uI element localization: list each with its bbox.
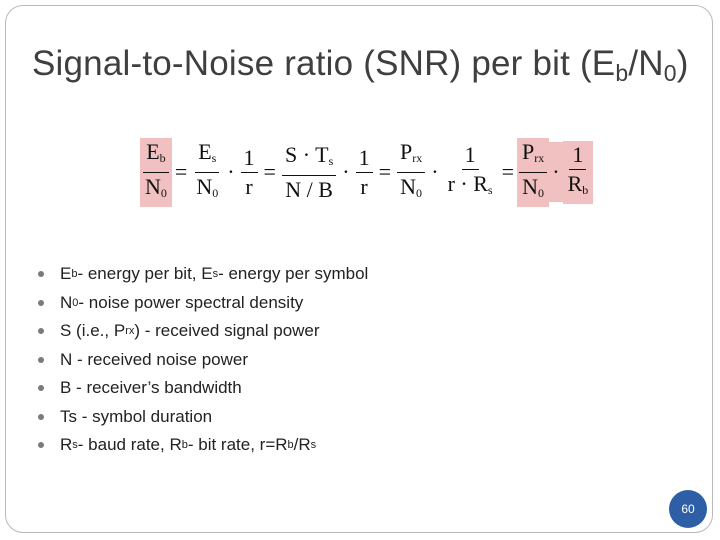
list-item: Ts - symbol duration	[38, 403, 368, 432]
multiply-dot: ·	[549, 142, 562, 202]
one-over-r-fraction: $\frac{1}{r}$	[353, 144, 376, 201]
bullet-icon	[38, 442, 44, 448]
equals-sign: =	[378, 159, 391, 184]
list-item: N - received noise power	[38, 346, 368, 375]
multiply-dot: ·	[227, 159, 235, 184]
multiply-dot: ·	[431, 159, 439, 184]
bullet-icon	[38, 271, 44, 277]
bullet-icon	[38, 357, 44, 363]
bullet-icon	[38, 328, 44, 334]
definition-list	[38, 260, 368, 460]
list-item: N 0 - noise power spectral density	[38, 289, 368, 318]
equals-sign: =	[501, 159, 514, 184]
bullet-icon	[38, 385, 44, 391]
sts-over-nb-fraction: $\frac{S \cdot T_s}{N / B}$	[279, 141, 339, 204]
prx-over-n0-fraction: $\frac{P_{rx}}{N_0}$	[394, 138, 428, 207]
one-over-r-rs-fraction: $\frac{1}{r \cdot R_s}$	[447, 141, 493, 197]
es-over-n0-fraction: $\frac{E_s}{N_0}$	[196, 138, 219, 200]
prx-over-n0-highlight-fraction: $\frac{P_{rx}}{N_0}$	[517, 138, 549, 207]
bullet-icon	[38, 414, 44, 420]
list-item: R s - baud rate, R b - bit rate, r=R b /R s	[38, 431, 368, 460]
eb-over-n0-fraction: $\frac{E_b}{N_0}$	[140, 138, 172, 207]
list-item: E b - energy per bit, E s - energy per symbol	[38, 260, 368, 289]
one-over-r-fraction: $\frac{1}{r}$	[238, 144, 261, 201]
bullet-icon	[38, 300, 44, 306]
list-item: S (i.e., P rx ) - received signal power	[38, 317, 368, 346]
equals-sign: =	[174, 159, 188, 184]
page-number-badge: 60	[669, 490, 707, 528]
snr-formula	[140, 138, 593, 202]
multiply-dot: ·	[342, 159, 350, 184]
slide-title: Signal-to-Noise ratio (SNR) per bit $(E_b/N_0)$	[32, 44, 689, 86]
equals-sign: =	[263, 159, 276, 184]
list-item: B - receiver’s bandwidth	[38, 374, 368, 403]
one-over-rb-fraction: $\frac{1}{R_b}$	[563, 141, 594, 204]
